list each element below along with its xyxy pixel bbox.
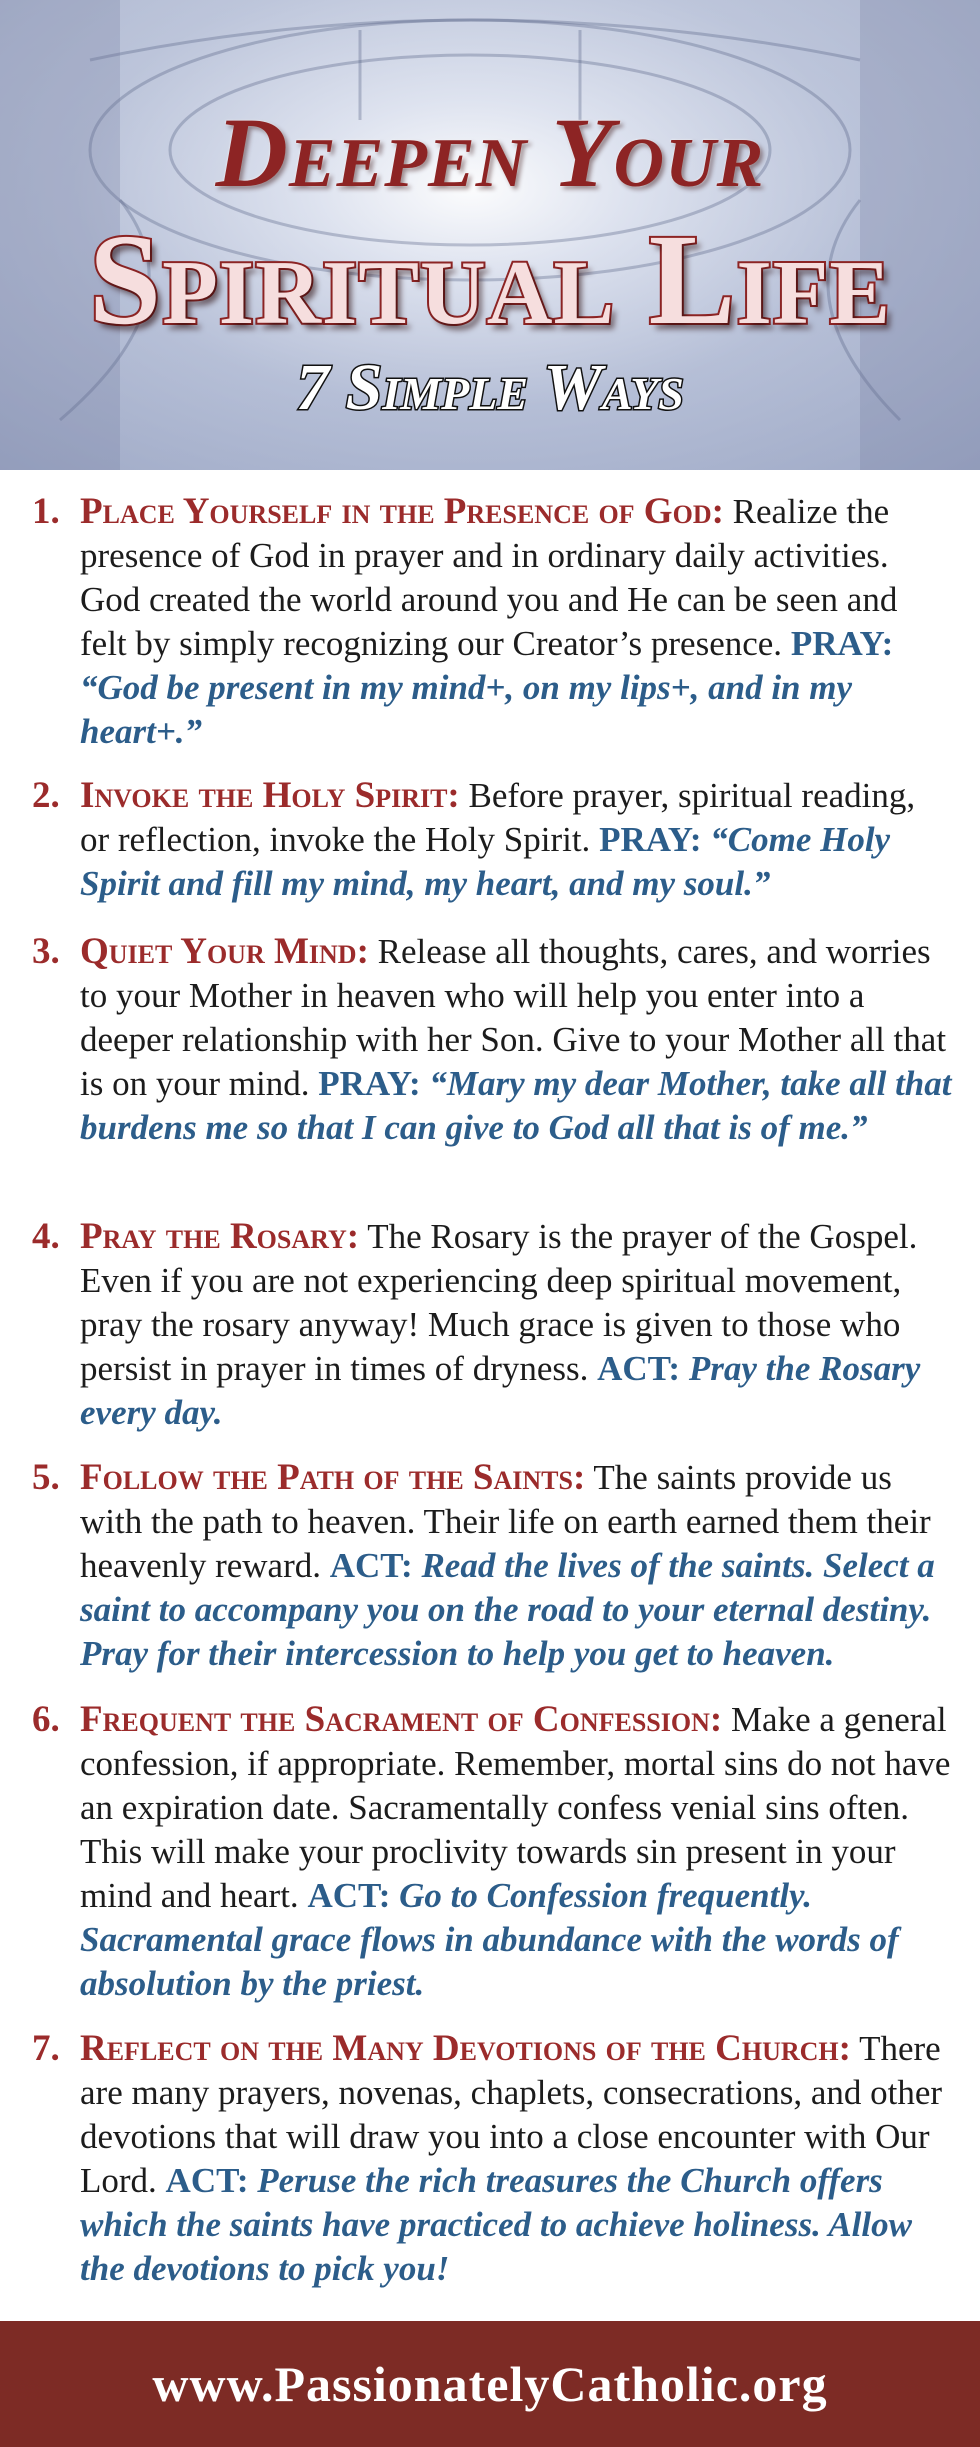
list-item (32, 930, 952, 1150)
item-heading: Follow the Path of the Saints: (80, 1457, 586, 1498)
item-number: 6. (32, 1699, 60, 1740)
list-item (32, 774, 952, 906)
item-text: The saints provide us with the path to heaven. Their life on earth earned them their heavenly reward. (80, 1458, 931, 1585)
item-number: 7. (32, 2028, 60, 2069)
footer-bar (0, 2321, 980, 2447)
item-quote: “Come Holy Spirit and fill my mind, my heart, and my soul.” (80, 820, 891, 903)
item-keyword: ACT: (307, 1876, 391, 1915)
item-heading: Frequent the Sacrament of Confession: (80, 1699, 723, 1740)
list-item (32, 1456, 952, 1676)
item-text: Before prayer, spiritual reading, or reflection, invoke the Holy Spirit. (80, 776, 916, 859)
item-text: There are many prayers, novenas, chaplets, consecrations, and other devotions that will draw you into a close encounter with Our Lord. (80, 2029, 943, 2200)
item-heading: Pray the Rosary: (80, 1216, 360, 1257)
item-quote: Peruse the rich treasures the Church offers which the saints have practiced to achieve holiness. Allow the devotions to pick you! (80, 2161, 912, 2288)
item-keyword: PRAY: (318, 1064, 421, 1103)
website-link[interactable]: www.PassionatelyCatholic.org (152, 2356, 828, 2412)
item-text: Realize the presence of God in prayer and in ordinary daily activities. God created the world around you and He can be seen and felt by simply recognizing our Creator’s presence. (80, 492, 898, 663)
item-number: 3. (32, 931, 60, 972)
item-quote: Go to Confession frequently. Sacramental grace flows in abundance with the words of absolution by the priest. (80, 1876, 899, 2003)
title-line-1: Deepen Your (215, 97, 765, 208)
item-keyword: PRAY: (599, 820, 702, 859)
title-line-2: Spiritual Life (88, 208, 892, 352)
list-item (32, 1698, 952, 2006)
item-heading: Reflect on the Many Devotions of the Church: (80, 2028, 851, 2069)
header-banner (0, 0, 980, 470)
item-heading: Place Yourself in the Presence of God: (80, 491, 724, 532)
item-heading: Quiet Your Mind: (80, 931, 369, 972)
item-number: 5. (32, 1457, 60, 1498)
item-keyword: ACT: (597, 1349, 681, 1388)
item-text: Make a general confession, if appropriate. Remember, mortal sins do not have an expiration date. Sacramentally confess venial sins often. This will make your proclivity towards sin present in your mind and heart. (80, 1700, 951, 1915)
item-keyword: ACT: (329, 1546, 413, 1585)
item-quote: Read the lives of the saints. Select a saint to accompany you on the road to your eternal destiny. Pray for their intercession to help you get to heaven. (80, 1546, 935, 1673)
item-quote: “Mary my dear Mother, take all that burdens me so that I can give to God all that is of me.” (80, 1064, 952, 1147)
list-item (32, 2027, 952, 2291)
item-quote: Pray the Rosary every day. (80, 1349, 921, 1432)
item-quote: “God be present in my mind+, on my lips+, and in my heart+.” (80, 668, 853, 751)
item-text: The Rosary is the prayer of the Gospel. Even if you are not experiencing deep spiritual movement, pray the rosary anyway! Much grace is given to those who persist in prayer in times of dryness. (80, 1217, 918, 1388)
item-number: 1. (32, 491, 60, 532)
item-number: 2. (32, 775, 60, 816)
item-keyword: ACT: (165, 2161, 249, 2200)
item-text: Release all thoughts, cares, and worries to your Mother in heaven who will help you enter into a deeper relationship with her Son. Give to your Mother all that is on your mind. (80, 932, 947, 1103)
item-number: 4. (32, 1216, 60, 1257)
subtitle: 7 Simple Ways (296, 351, 684, 424)
item-keyword: PRAY: (790, 624, 894, 663)
list-item (32, 490, 952, 754)
list-item (32, 1215, 952, 1435)
item-heading: Invoke the Holy Spirit: (80, 775, 460, 816)
